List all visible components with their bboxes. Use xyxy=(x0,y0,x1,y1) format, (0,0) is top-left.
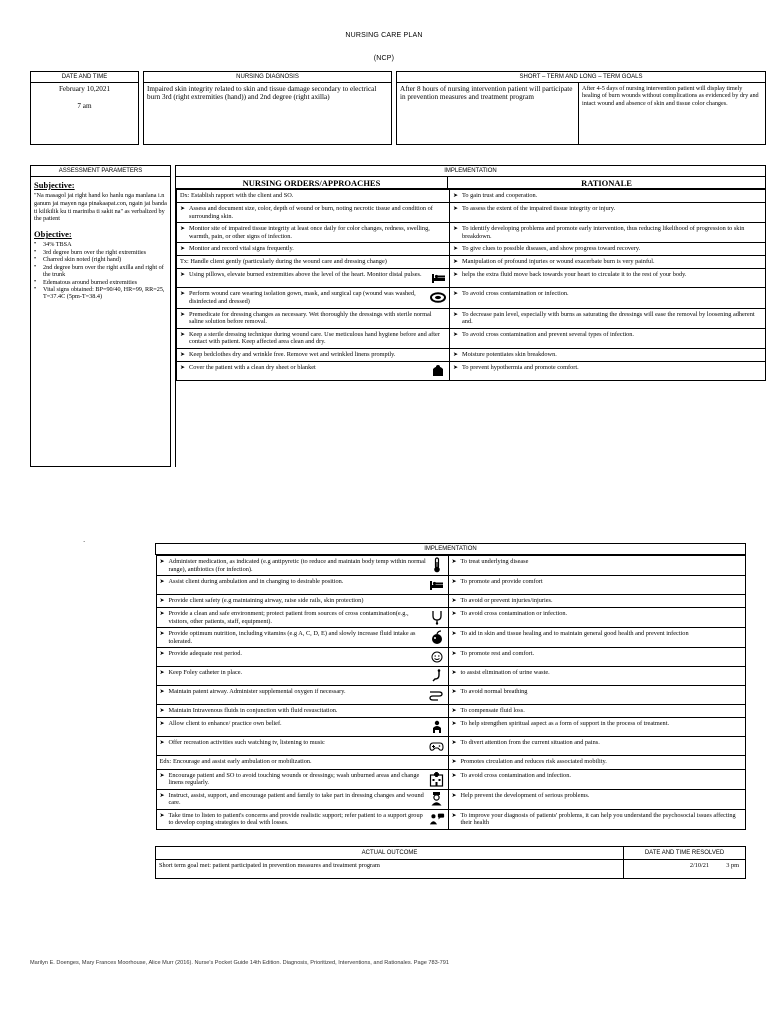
bullet-arrow-icon: ➤ xyxy=(453,206,459,213)
rationale-text: To avoid or prevent injuries/injuries. xyxy=(460,597,553,605)
page-title: NURSING CARE PLAN xyxy=(345,32,423,39)
rationale-text: To identify developing problems and promote early intervention, thus reducing likelihood of progression to skin breakdown. xyxy=(462,225,745,240)
assessment-cell xyxy=(31,177,171,467)
table-row xyxy=(177,288,766,308)
bullet-arrow-icon: ➤ xyxy=(159,598,165,605)
rationale-text: To compensate fluid loss. xyxy=(460,707,525,715)
rationale-cell xyxy=(448,705,745,718)
nursing-order-cell xyxy=(177,190,450,203)
objective-item xyxy=(34,256,167,263)
implementation-table-continued xyxy=(155,543,746,879)
rationale-cell xyxy=(448,789,745,809)
objective-item xyxy=(34,264,167,279)
rationale-text: To avoid normal breathing xyxy=(460,688,528,696)
nursing-order-cell xyxy=(156,595,448,608)
nursing-order-text: Encourage patient and SO to avoid touching wounds or dressings; wash unburned areas and change linens regularly. xyxy=(168,771,420,787)
table-row xyxy=(177,348,766,361)
bullet-arrow-icon: ➤ xyxy=(159,740,165,747)
bullet-arrow-icon: ➤ xyxy=(159,689,165,696)
bullet-arrow-icon: ➤ xyxy=(159,670,165,677)
orders-container-2 xyxy=(156,555,746,830)
rationale-text: To aid in skin and tissue healing and to maintain general good health and prevent infection xyxy=(460,630,689,638)
nursing-order-cell xyxy=(177,308,450,328)
nursing-order-cell xyxy=(156,608,448,628)
bullet-arrow-icon: ➤ xyxy=(180,331,186,338)
nursing-order-cell xyxy=(156,628,448,648)
rationale-text: To gain trust and cooperation. xyxy=(462,192,538,199)
rationale-cell xyxy=(448,556,745,576)
stethoscope-icon xyxy=(429,610,445,624)
person-icon xyxy=(429,720,445,734)
objective-text: Vital signs obtained: BP=90/40, HR=99, RR=25, T=37.4C (5pm-T=38.4) xyxy=(43,286,165,301)
objective-text: 34% TBSA xyxy=(43,241,72,249)
apple-icon xyxy=(429,630,445,644)
rationale-cell xyxy=(448,737,745,756)
orders-rows-2 xyxy=(156,555,746,830)
rationale-cell xyxy=(450,269,766,288)
subjective-text: "Na masagol jai right hand ko hanlu nga manlana i.n ganum jai mayen nga pinakaapat.con, ngain jai banda ti kilikilik ku ti mariniba ti sakit na" as verbalized by the patient xyxy=(34,192,167,223)
oxygen-icon xyxy=(429,688,445,702)
nursing-order-text: Instruct, assist, support, and encourage patient and family to take part in dressing changes and wound care. xyxy=(168,791,424,807)
table-row xyxy=(177,361,766,380)
chat-icon xyxy=(429,812,445,826)
rationale-cell xyxy=(448,718,745,737)
bullet-arrow-icon: ➤ xyxy=(451,708,457,715)
rationale-header: RATIONALE xyxy=(448,177,766,189)
rationale-cell xyxy=(450,203,766,223)
nursing-order-cell xyxy=(156,667,448,686)
bullet-icon: • xyxy=(34,286,37,292)
rationale-cell xyxy=(448,576,745,595)
bullet-arrow-icon: ➤ xyxy=(159,792,165,799)
bandage-icon xyxy=(430,290,446,304)
bullet-icon: • xyxy=(34,263,37,270)
rationale-text: To avoid cross contamination or infection. xyxy=(462,290,569,298)
diagnosis-table xyxy=(30,71,766,145)
bullet-arrow-icon: ➤ xyxy=(453,331,459,338)
nursing-order-cell xyxy=(177,348,450,361)
bullet-icon: • xyxy=(34,241,37,248)
rationale-cell xyxy=(448,628,745,648)
subjective-label: Subjective: xyxy=(34,180,75,190)
rationale-text: To promote rest and comfort. xyxy=(460,650,535,658)
bullet-arrow-icon: ➤ xyxy=(453,226,459,233)
bullet-arrow-icon: ➤ xyxy=(180,226,186,233)
nursing-order-text: Provide optimum nutrition, including vitamins (e.g A, C, D, E) and slowly increase fluid intake as tolerated. xyxy=(168,630,416,645)
nursing-order-text: Monitor site of impaired tissue integrity at least once daily for color changes, redness, swelling, warmth, pain, or other signs of infection. xyxy=(189,225,430,240)
hospital-icon xyxy=(429,772,445,786)
rationale-text: To treat underlying disease xyxy=(460,558,529,565)
assessment-header: ASSESSMENT PARAMETERS xyxy=(31,166,171,177)
nursing-order-cell xyxy=(156,809,448,829)
rationale-cell xyxy=(450,256,766,269)
table-row xyxy=(177,308,766,328)
bullet-arrow-icon: ➤ xyxy=(180,291,186,298)
rationale-cell xyxy=(450,288,766,308)
gamepad-icon xyxy=(429,739,445,753)
bullet-arrow-icon: ➤ xyxy=(453,311,459,318)
rationale-text: To avoid cross contamination and prevent several types of infection. xyxy=(462,330,634,338)
rationale-cell xyxy=(450,223,766,243)
diagnosis-cell: Impaired skin integrity related to skin and tissue damage secondary to electrical burn 3rd (right extremities (hand)) and 2nd degree (right axilla) xyxy=(144,83,392,145)
rationale-text: to assist elimination of urine waste. xyxy=(460,669,550,677)
table-row xyxy=(156,809,745,829)
bullet-arrow-icon: ➤ xyxy=(159,611,165,618)
bullet-arrow-icon: ➤ xyxy=(159,812,165,819)
nursing-order-text: Keep bedclothes dry and wrinkle free. Remove wet and wrinkled linens promptly. xyxy=(189,350,396,358)
assessment-implementation-table xyxy=(30,165,766,467)
objective-item xyxy=(34,241,167,248)
nursing-order-cell xyxy=(177,361,450,380)
table-row xyxy=(156,756,745,769)
nursing-order-text: Keep Foley catheter in place. xyxy=(168,669,243,677)
thermometer-icon xyxy=(429,558,445,572)
nursing-order-cell xyxy=(177,223,450,243)
date-resolved-cell xyxy=(624,859,746,878)
rationale-cell xyxy=(450,348,766,361)
nursing-order-text: Provide client safety (e.g maintaining airway, raise side rails, skin protection) xyxy=(168,597,364,605)
nursing-order-text: Provide a clean and safe environment; protect patient from sources of cross contamination(e.g., visitors, other patients, staff, equipment). xyxy=(168,610,409,625)
table-row xyxy=(156,667,745,686)
resolved-time: 3 pm xyxy=(726,861,739,869)
rationale-text: Promotes circulation and reduces risk associated mobility. xyxy=(460,758,607,766)
rationale-text: To avoid cross contamination or infection. xyxy=(460,610,568,618)
bullet-arrow-icon: ➤ xyxy=(451,721,457,728)
nursing-order-text: Tx: Handle client gently (particularly during the wound care and dressing change) xyxy=(180,258,387,266)
rationale-text: Moisture potentiates skin breakdown. xyxy=(462,350,557,358)
table-row xyxy=(177,223,766,243)
bullet-arrow-icon: ➤ xyxy=(453,246,459,253)
rationale-text: To promote and provide comfort xyxy=(460,578,543,586)
table-row xyxy=(156,789,745,809)
implementation-header: IMPLEMENTATION xyxy=(176,166,766,177)
rationale-text: To assess the extent of the impaired tissue integrity or injury. xyxy=(462,205,616,213)
bullet-arrow-icon: ➤ xyxy=(180,364,186,371)
objective-text: 3rd degree burn over the right extremities xyxy=(43,248,147,256)
date-time-cell xyxy=(31,83,139,145)
nursing-order-cell xyxy=(177,288,450,308)
bullet-arrow-icon: ➤ xyxy=(453,351,459,358)
rationale-cell xyxy=(448,769,745,789)
objective-item xyxy=(34,249,167,256)
nursing-order-text: Provide adequate rest period. xyxy=(168,650,242,658)
rationale-cell xyxy=(450,190,766,203)
bullet-arrow-icon: ➤ xyxy=(159,708,165,715)
bullet-arrow-icon: ➤ xyxy=(180,206,186,213)
bullet-icon: • xyxy=(34,256,37,263)
nursing-order-cell xyxy=(156,556,448,576)
table-row xyxy=(156,608,745,628)
nursing-order-cell xyxy=(177,328,450,348)
date-value: February 10,2021 xyxy=(58,85,111,93)
nursing-order-text: Edx: Encourage and assist early ambulation or mobilization. xyxy=(159,758,312,766)
page-subtitle: (NCP) xyxy=(373,55,395,62)
short-term-goal-cell: After 8 hours of nursing intervention patient will participate in prevention measures and treatment program xyxy=(397,83,579,145)
nursing-order-cell xyxy=(177,256,450,269)
bullet-arrow-icon: ➤ xyxy=(451,670,457,677)
bullet-icon: • xyxy=(34,278,37,285)
rationale-cell xyxy=(448,686,745,705)
objective-text: Charred skin noted (right hand) xyxy=(43,256,122,264)
bullet-arrow-icon: ➤ xyxy=(451,651,457,658)
bullet-arrow-icon: ➤ xyxy=(453,291,459,298)
nursing-order-text: Assist client during ambulation and in changing to desirable position. xyxy=(168,578,344,586)
blanket-icon xyxy=(430,364,446,378)
nursing-order-cell xyxy=(156,789,448,809)
nurse-icon xyxy=(429,792,445,806)
bed-icon xyxy=(430,271,446,285)
bullet-arrow-icon: ➤ xyxy=(451,812,457,819)
bullet-arrow-icon: ➤ xyxy=(159,559,165,565)
date-time-header: DATE AND TIME xyxy=(31,72,139,83)
table-row xyxy=(177,190,766,203)
bullet-arrow-icon: ➤ xyxy=(180,272,186,279)
nursing-order-text: Perform wound care wearing isolation gown, mask, and surgical cap (wound was washed, disinfected and dressed) xyxy=(189,290,416,306)
nursing-order-cell xyxy=(156,769,448,789)
rationale-text: To decrease pain level, especially with burns as saturating the dressings will ease the removal by loosening adherent and. xyxy=(462,310,755,326)
nursing-order-cell xyxy=(156,686,448,705)
orders-rows xyxy=(176,189,766,381)
nursing-order-text: Premedicate for dressing changes as necessary. Wet thoroughly the dressings with sterile normal saline solution before removal. xyxy=(189,310,432,326)
long-term-goal-cell: After 4-5 days of nursing intervention patient will display timely healing of burn wounds without complications as evidenced by dry and intact wound and absence of skin and tissue color changes. xyxy=(579,83,766,145)
nursing-order-cell xyxy=(156,705,448,718)
nursing-order-text: Administer medication, as indicated (e.g antipyretic (to reduce and maintain body temp within normal range), antibiotics (for infection). xyxy=(168,558,426,573)
bullet-arrow-icon: ➤ xyxy=(159,579,165,586)
nursing-order-cell xyxy=(177,203,450,223)
objective-list xyxy=(34,241,167,301)
bullet-arrow-icon: ➤ xyxy=(159,721,165,728)
actual-outcome-cell: Short term goal met: patient participated in prevention measures and treatment program xyxy=(156,859,624,878)
smile-icon xyxy=(429,650,445,664)
objective-text: Edematous around burned extremities xyxy=(43,278,137,286)
rationale-text: To divert attention from the current situation and pains. xyxy=(460,739,600,747)
table-row xyxy=(156,737,745,756)
nursing-order-text: Using pillows, elevate burned extremities above the level of the heart. Monitor distal pulses. xyxy=(189,271,422,279)
orders-header: NURSING ORDERS/APPROACHES xyxy=(176,177,448,189)
nursing-order-text: Maintain Intravenous fluids in conjunction with fluid resuscitation. xyxy=(168,707,338,715)
implementation-header-2: IMPLEMENTATION xyxy=(156,544,746,555)
table-row xyxy=(156,705,745,718)
bullet-arrow-icon: ➤ xyxy=(453,272,459,279)
rationale-text: To help strengthen spiritual aspect as a form of support in the process of treatment. xyxy=(460,720,670,728)
nursing-order-text: Monitor and record vital signs frequently. xyxy=(189,245,294,253)
table-row xyxy=(156,769,745,789)
rationale-cell xyxy=(450,243,766,256)
bullet-arrow-icon: ➤ xyxy=(451,740,457,747)
objective-label: Objective: xyxy=(34,229,72,240)
table-row xyxy=(177,269,766,288)
bullet-arrow-icon: ➤ xyxy=(451,559,457,565)
rationale-cell xyxy=(448,648,745,667)
table-row xyxy=(177,243,766,256)
rationale-cell xyxy=(448,667,745,686)
bullet-arrow-icon: ➤ xyxy=(453,259,459,266)
objective-item xyxy=(34,286,167,301)
rationale-cell xyxy=(448,595,745,608)
resolved-date: 2/10/21 xyxy=(689,861,710,869)
table-row xyxy=(156,648,745,667)
bullet-icon: • xyxy=(34,248,37,255)
nursing-order-text: Take time to listen to patient's concerns and provide realistic support; refer patient to a support group to develop coping strategies to deal with losses. xyxy=(168,811,423,827)
table-row xyxy=(177,256,766,269)
nursing-order-cell xyxy=(156,756,448,769)
rationale-text: To improve your diagnosis of patients' problems, it can help you understand the psychosocial issues affecting their health xyxy=(460,811,736,827)
bullet-arrow-icon: ➤ xyxy=(159,772,165,779)
rationale-text: To prevent hypothermia and promote comfort. xyxy=(462,363,579,371)
citation: Marilyn E. Doenges, Mary Frances Moorhouse, Alice Murr (2016). Nurse's Pocket Guide 14th Edition. Diagnosis, Prioritized, Interventions, and Rationales. Page 783-791 xyxy=(30,960,449,966)
date-resolved-header: DATE AND TIME RESOLVED xyxy=(624,846,746,859)
nursing-order-text: Cover the patient with a clean dry sheet or blanket xyxy=(189,363,316,371)
table-row xyxy=(156,576,745,595)
bed-icon xyxy=(429,578,445,592)
actual-outcome-header: ACTUAL OUTCOME xyxy=(156,846,624,859)
table-row xyxy=(156,718,745,737)
table-row xyxy=(177,203,766,223)
nursing-order-cell xyxy=(156,648,448,667)
bullet-arrow-icon: ➤ xyxy=(451,759,457,766)
bullet-arrow-icon: ➤ xyxy=(451,598,457,605)
table-row xyxy=(156,628,745,648)
nursing-order-cell xyxy=(177,243,450,256)
bullet-arrow-icon: ➤ xyxy=(453,364,459,371)
nursing-order-text: Offer recreation activities such watching tv, listening to music xyxy=(168,739,325,747)
rationale-text: Help prevent the development of serious problems. xyxy=(460,791,590,799)
rationale-text: To avoid cross contamination and infection. xyxy=(460,771,571,779)
catheter-icon xyxy=(429,669,445,683)
bullet-arrow-icon: ➤ xyxy=(180,351,186,358)
table-row xyxy=(156,686,745,705)
goals-header: SHORT – TERM AND LONG – TERM GOALS xyxy=(397,72,766,83)
nursing-order-text: Maintain patent airway. Administer supplemental oxygen if necessary. xyxy=(168,688,346,696)
rationale-text: helps the extra fluid move back towards your heart to circulate it to the rest of your body. xyxy=(462,271,687,279)
nursing-order-cell xyxy=(177,269,450,288)
bullet-arrow-icon: ➤ xyxy=(451,579,457,586)
rationale-text: Manipulation of profound injuries or wound exacerbate burn is very painful. xyxy=(462,258,655,266)
nursing-order-cell xyxy=(156,737,448,756)
diagnosis-header: NURSING DIAGNOSIS xyxy=(144,72,392,83)
rationale-cell xyxy=(448,608,745,628)
time-value: 7 am xyxy=(77,102,92,111)
bullet-arrow-icon: ➤ xyxy=(451,611,457,618)
bullet-arrow-icon: ➤ xyxy=(159,631,165,638)
bullet-arrow-icon: ➤ xyxy=(451,689,457,696)
bullet-arrow-icon: ➤ xyxy=(180,246,186,253)
rationale-text: To give clues to possible diseases, and show progress toward recovery. xyxy=(462,245,641,253)
bullet-arrow-icon: ➤ xyxy=(180,311,186,318)
bullet-arrow-icon: ➤ xyxy=(451,631,457,638)
table-row xyxy=(177,328,766,348)
objective-item xyxy=(34,279,167,286)
rationale-cell xyxy=(450,308,766,328)
bullet-arrow-icon: ➤ xyxy=(451,772,457,779)
objective-text: 2nd degree burn over the right axilla and right of the trunk xyxy=(43,263,164,279)
orders-container xyxy=(176,189,766,467)
nursing-order-text: Assess and document size, color, depth of wound or burn, noting necrotic tissue and condition of surrounding skin. xyxy=(189,205,433,220)
rationale-cell xyxy=(450,361,766,380)
rationale-cell xyxy=(448,756,745,769)
bullet-arrow-icon: ➤ xyxy=(453,193,459,199)
nursing-order-text: Allow client to enhance/ practice own belief. xyxy=(168,720,282,728)
rationale-cell xyxy=(450,328,766,348)
bullet-arrow-icon: ➤ xyxy=(451,792,457,799)
nursing-order-text: Keep a sterile dressing technique during wound care. Use meticulous hand hygiene before and after contact with patient. Keep affected area clean and dry. xyxy=(189,330,440,346)
bullet-arrow-icon: ➤ xyxy=(159,651,165,658)
stray-mark: ` xyxy=(83,540,86,548)
table-row xyxy=(156,595,745,608)
nursing-order-cell xyxy=(156,576,448,595)
nursing-order-cell xyxy=(156,718,448,737)
rationale-cell xyxy=(448,809,745,829)
nursing-order-text: Dx: Establish rapport with the client and SO. xyxy=(180,192,294,199)
table-row xyxy=(156,556,745,576)
